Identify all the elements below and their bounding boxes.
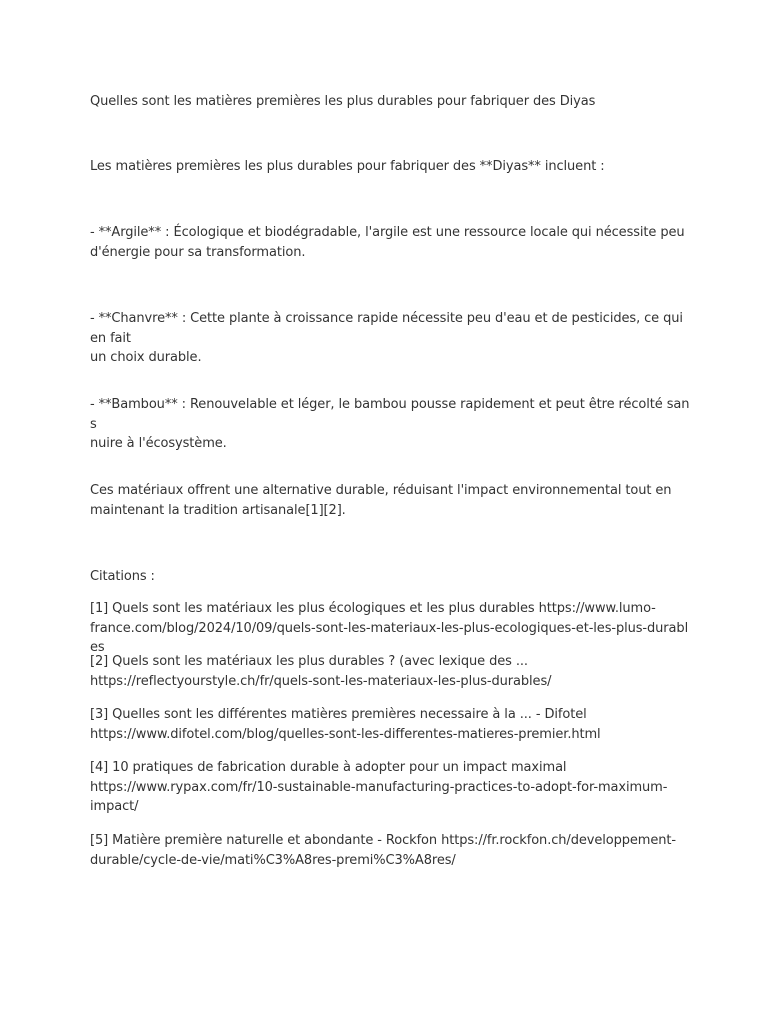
list-item-line: - **Argile** : Écologique et biodégradable, l'argile est une ressource locale qui nécessite peu xyxy=(90,225,685,240)
citation-link[interactable]: https://reflectyourstyle.ch/fr/quels-sont-les-materiaux-les-plus-durables/ xyxy=(90,673,552,689)
conclusion-paragraph xyxy=(90,481,690,520)
question-heading: Quelles sont les matières premières les plus durables pour fabriquer des Diyas xyxy=(90,94,596,109)
citation-line: [2] Quels sont les matériaux les plus durables ? (avec lexique des ... xyxy=(90,654,528,669)
conclusion-line: Ces matériaux offrent une alternative durable, réduisant l'impact environnemental tout en xyxy=(90,483,672,498)
citation-link[interactable]: france.com/blog/2024/10/09/quels-sont-les-materiaux-les-plus-ecologiques-et-les-plus-durables xyxy=(90,620,689,655)
list-item-chanvre xyxy=(90,309,690,368)
citation-1 xyxy=(90,599,690,658)
citations-heading: Citations : xyxy=(90,569,155,584)
intro-paragraph: Les matières premières les plus durables pour fabriquer des **Diyas** incluent : xyxy=(90,159,605,174)
list-item-argile xyxy=(90,223,690,262)
list-item-line: - **Chanvre** : Cette plante à croissance rapide nécessite peu d'eau et de pesticides, ce qui en fait xyxy=(90,311,683,346)
citation-link[interactable]: https://www.rypax.com/fr/10-sustainable-manufacturing-practices-to-adopt-for-maximum- xyxy=(90,779,668,795)
citation-5 xyxy=(90,831,690,870)
citation-4 xyxy=(90,758,690,817)
citation-line: [5] Matière première naturelle et abondante - Rockfon https://fr.rockfon.ch/developpement- xyxy=(90,833,676,848)
list-item-bambou xyxy=(90,395,690,454)
citation-3 xyxy=(90,705,690,744)
conclusion-line: maintenant la tradition artisanale[1][2]. xyxy=(90,502,346,518)
list-item-line: un choix durable. xyxy=(90,350,202,365)
citation-line: [4] 10 pratiques de fabrication durable à adopter pour un impact maximal xyxy=(90,760,567,775)
citation-link[interactable]: https://www.difotel.com/blog/quelles-sont-les-differentes-matieres-premier.html xyxy=(90,726,601,742)
citation-link[interactable]: impact/ xyxy=(90,799,139,814)
list-item-line: - **Bambou** : Renouvelable et léger, le bambou pousse rapidement et peut être récolté sans xyxy=(90,397,690,432)
citation-line: [3] Quelles sont les différentes matières premières necessaire à la ... - Difotel xyxy=(90,707,587,722)
citation-link[interactable]: durable/cycle-de-vie/mati%C3%A8res-premi%C3%A8res/ xyxy=(90,852,456,868)
citation-2 xyxy=(90,652,690,691)
list-item-line: d'énergie pour sa transformation. xyxy=(90,244,306,260)
list-item-line: nuire à l'écosystème. xyxy=(90,436,227,451)
citation-line: [1] Quels sont les matériaux les plus écologiques et les plus durables https://www.lumo- xyxy=(90,601,656,616)
